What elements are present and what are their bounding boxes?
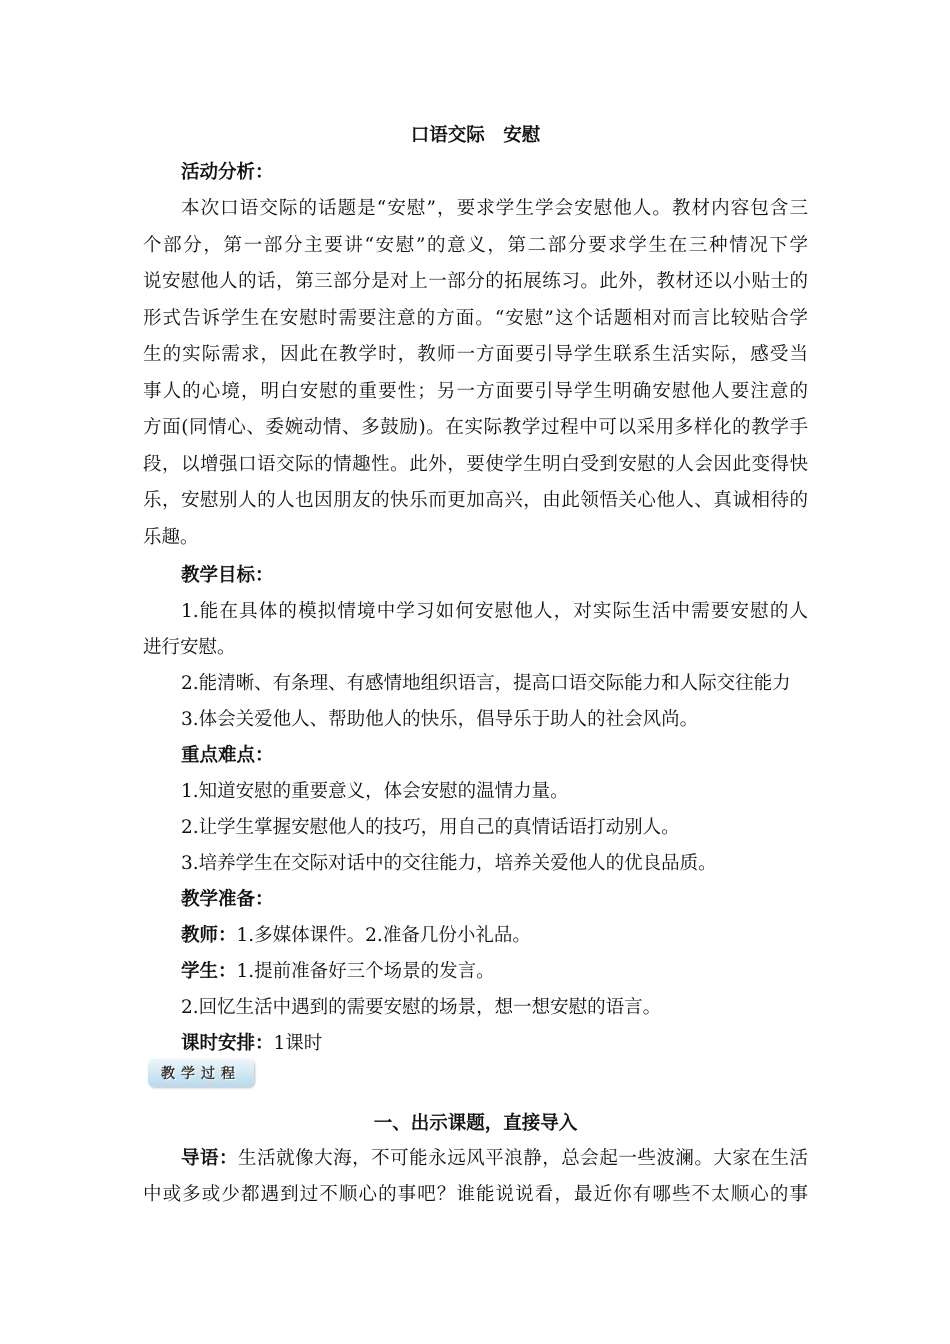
analysis-line: 生的实际需求，因此在教学时，教师一方面要引导学生联系生活实际，感受当: [143, 344, 808, 365]
keypoint-item: 1.知道安慰的重要意义，体会安慰的温情力量。: [181, 781, 569, 802]
keypoint-item: 3.培养学生在交际对话中的交往能力，培养关爱他人的优良品质。: [181, 853, 717, 874]
student-text: 1.提前准备好三个场景的发言。: [236, 961, 495, 982]
analysis-heading: 活动分析：: [181, 162, 274, 183]
prep-student-2: 2.回忆生活中遇到的需要安慰的场景，想一想安慰的语言。: [181, 997, 662, 1018]
goal-item: 2.能清晰、有条理、有感情地组织语言，提高口语交际能力和人际交往能力: [181, 673, 791, 694]
prep-teacher: [143, 918, 808, 955]
analysis-line: 个部分，第一部分主要讲“安慰”的意义，第二部分要求学生在三种情况下学: [143, 235, 808, 256]
analysis-line: 段，以增强口语交际的情趣性。此外，要使学生明白受到安慰的人会因此变得快: [143, 454, 808, 475]
goal-item: 3.体会关爱他人、帮助他人的快乐，倡导乐于助人的社会风尚。: [181, 709, 699, 730]
analysis-line: 本次口语交际的话题是“安慰”，要求学生学会安慰他人。教材内容包含三: [181, 198, 808, 219]
schedule-text: 1课时: [273, 1033, 323, 1054]
keypoints-heading: 重点难点：: [181, 745, 274, 766]
analysis-line: 形式告诉学生在安慰时需要注意的方面。“安慰”这个话题相对而言比较贴合学: [143, 308, 808, 329]
process-badge: [148, 1059, 254, 1087]
section-heading: 一、出示课题，直接导入: [373, 1113, 578, 1134]
analysis-line: 说安慰他人的话，第三部分是对上一部分的拓展练习。此外，教材还以小贴士的: [143, 271, 808, 292]
intro-label: 导语：: [181, 1148, 239, 1169]
analysis-line: 事人的心境，明白安慰的重要性；另一方面要引导学生明确安慰他人要注意的: [143, 381, 808, 402]
analysis-line: 乐趣。: [143, 527, 199, 548]
goals-heading: 教学目标：: [181, 565, 274, 586]
teacher-label: 教师：: [181, 925, 237, 946]
page-title: 口语交际 安慰: [410, 125, 541, 146]
prep-student: [143, 954, 808, 991]
intro-line-2: 中或多或少都遇到过不顺心的事吧？谁能说说看，最近你有哪些不太顺心的事: [143, 1184, 808, 1205]
schedule: [143, 1026, 808, 1063]
intro-text: 生活就像大海，不可能永远风平浪静，总会起一些波澜。大家在生活: [238, 1148, 808, 1169]
schedule-label: 课时安排：: [181, 1033, 274, 1054]
keypoint-item: 2.让学生掌握安慰他人的技巧，用自己的真情话语打动别人。: [181, 817, 680, 838]
prep-heading: 教学准备：: [181, 889, 274, 910]
goal-item-continued: 进行安慰。: [143, 637, 236, 658]
process-badge-label: 教学过程: [161, 1066, 241, 1082]
goal-item: 1.能在具体的模拟情境中学习如何安慰他人，对实际生活中需要安慰的人: [181, 601, 808, 622]
analysis-line: 乐，安慰别人的人也因朋友的快乐而更加高兴，由此领悟关心他人、真诚相待的: [143, 490, 808, 511]
intro-line: [143, 1141, 808, 1178]
analysis-line: 方面(同情心、委婉动情、多鼓励)。在实际教学过程中可以采用多样化的教学手: [143, 417, 808, 438]
student-label: 学生：: [181, 961, 237, 982]
teacher-text: 1.多媒体课件。2.准备几份小礼品。: [236, 925, 531, 946]
